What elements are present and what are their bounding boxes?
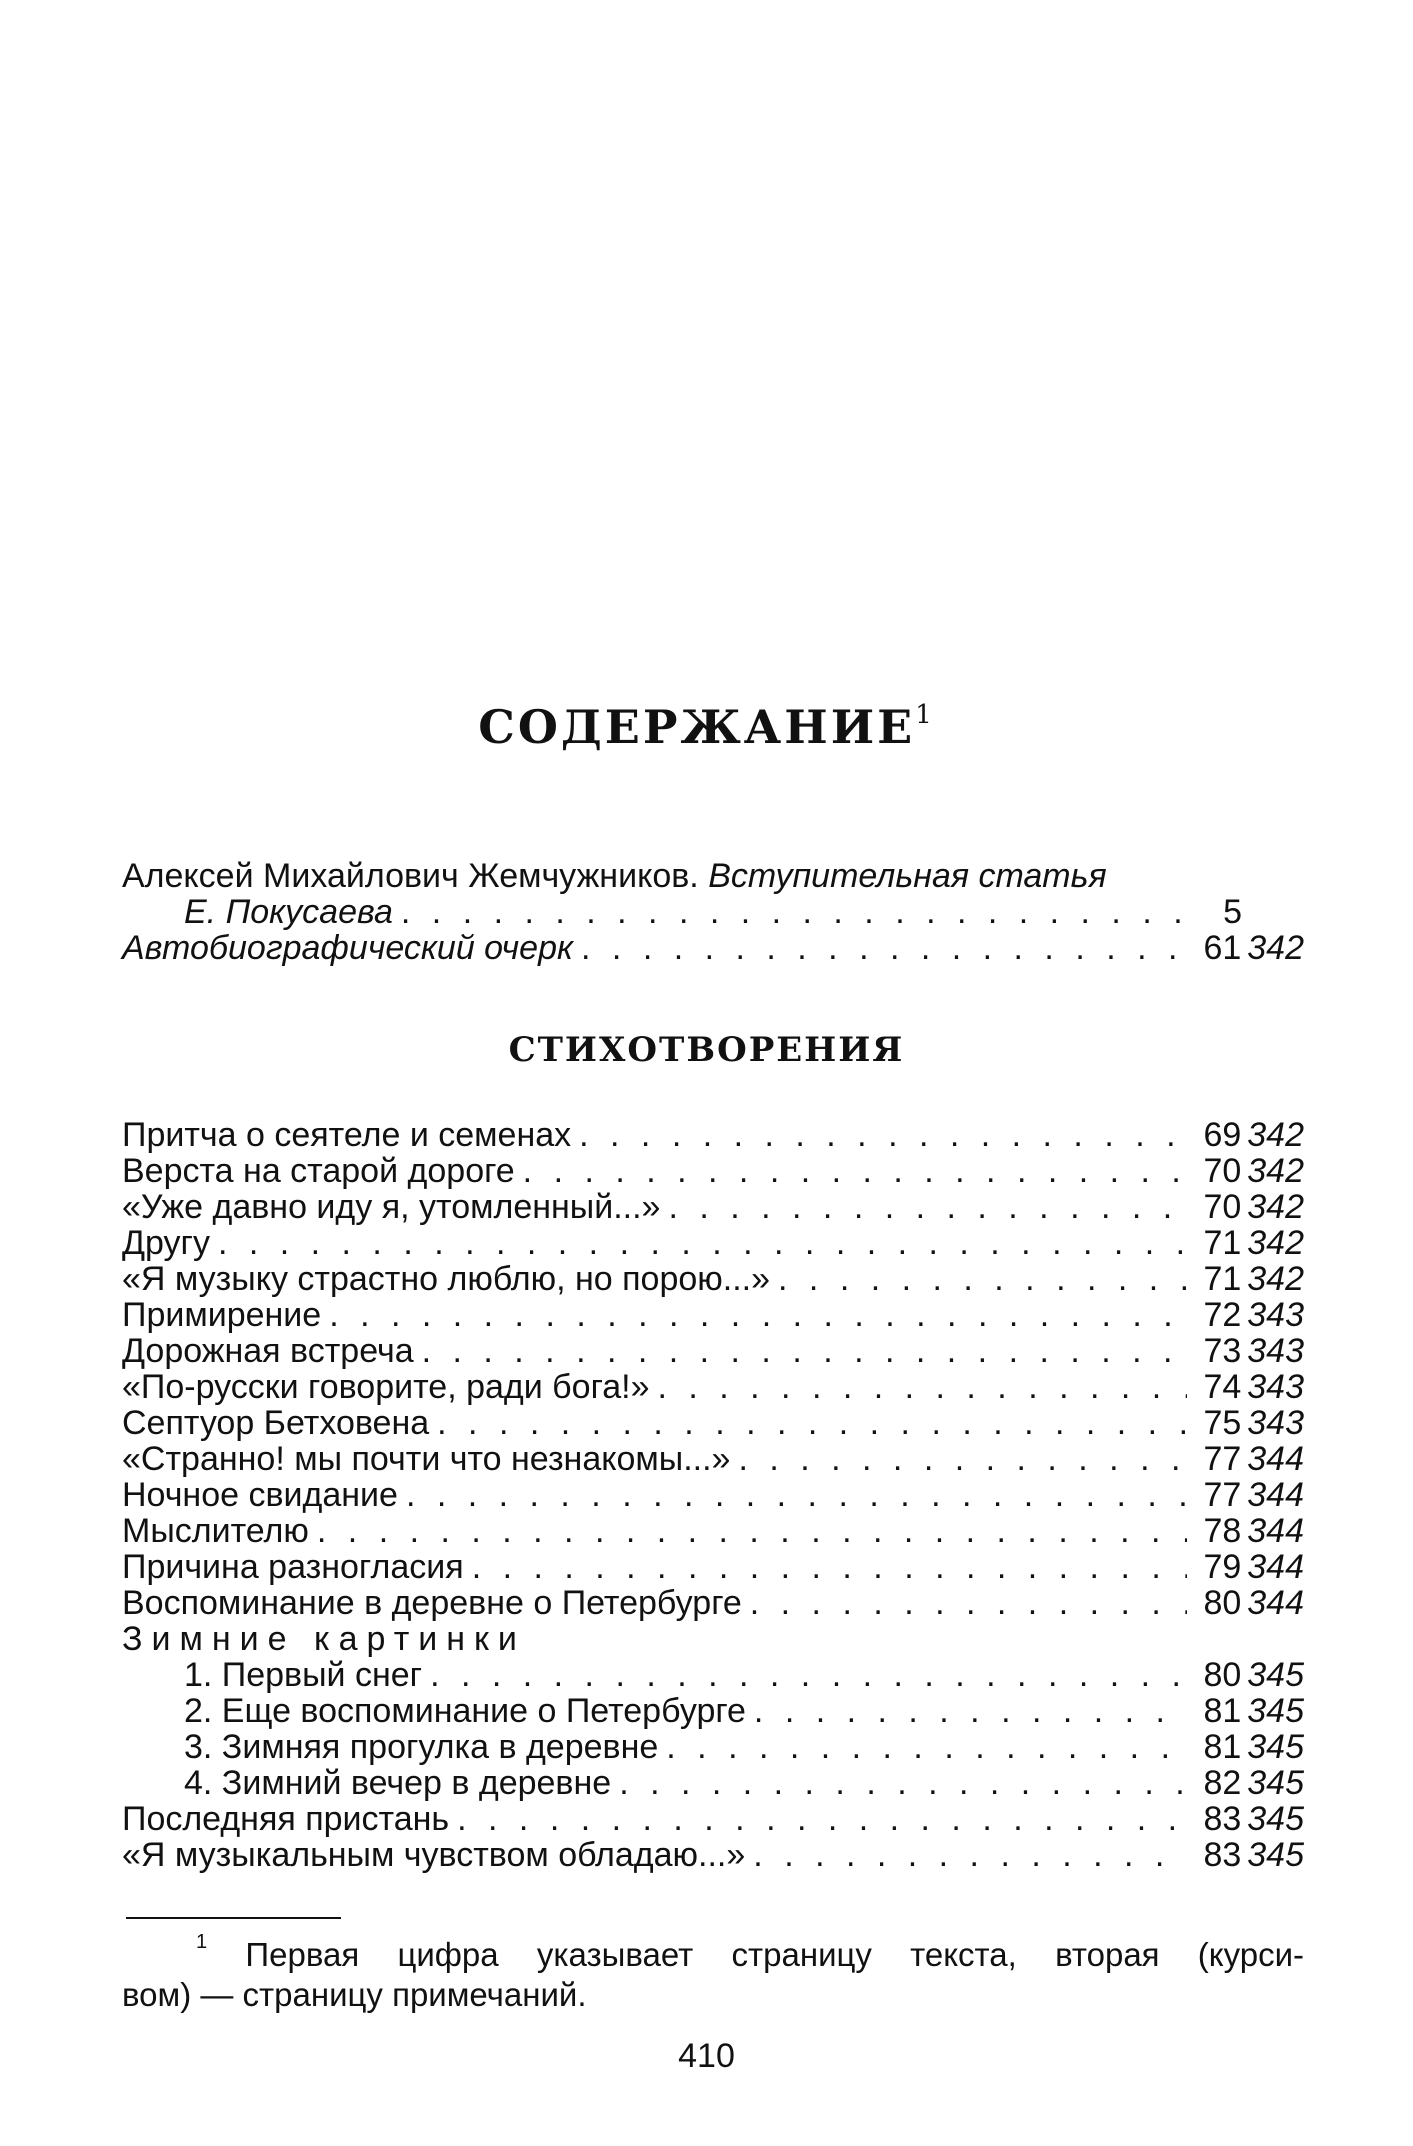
entry-page: 78 bbox=[1203, 1512, 1242, 1550]
toc-entry bbox=[122, 1333, 1304, 1369]
entry-title: «Странно! мы почти что незнакомы...» bbox=[122, 1440, 731, 1478]
entry-page: 72 bbox=[1203, 1296, 1242, 1334]
dot-leader bbox=[738, 1441, 1187, 1477]
entry-title: Примирение bbox=[122, 1296, 322, 1334]
footnote-line-2: вом) — страницу примечаний. bbox=[122, 1976, 587, 2013]
entry-title: «Я музыку страстно люблю, но порою...» bbox=[122, 1260, 771, 1298]
entry-page: 70 bbox=[1203, 1188, 1242, 1226]
toc-entry bbox=[122, 1585, 1304, 1621]
dot-leader bbox=[523, 1153, 1188, 1189]
entry-page: 80 bbox=[1203, 1584, 1242, 1622]
entry-notes-page: 344 bbox=[1247, 1584, 1304, 1622]
entry-page: 80 bbox=[1203, 1656, 1242, 1694]
entry-notes-page: 344 bbox=[1247, 1476, 1304, 1514]
dot-leader bbox=[317, 1513, 1187, 1549]
entry-title: Ночное свидание bbox=[122, 1476, 398, 1514]
toc-entry bbox=[122, 1549, 1304, 1585]
toc-entry bbox=[122, 1477, 1304, 1513]
entry-notes-page: 342 bbox=[1247, 1224, 1304, 1262]
entry-title-italic: Вступительная статья bbox=[708, 857, 1107, 895]
toc-entry bbox=[122, 930, 1304, 966]
entry-title: Верста на старой дороге bbox=[122, 1152, 515, 1190]
entry-notes-page: 345 bbox=[1247, 1836, 1304, 1874]
entry-notes-page: 342 bbox=[1247, 1116, 1304, 1154]
dot-leader bbox=[753, 1837, 1187, 1873]
entry-notes-page: 345 bbox=[1247, 1728, 1304, 1766]
entry-notes-page: 344 bbox=[1247, 1548, 1304, 1586]
toc-poems bbox=[122, 1117, 1304, 1873]
toc-entry bbox=[122, 1513, 1304, 1549]
entry-author-italic: Е. Покусаева bbox=[184, 893, 393, 931]
page-number: 410 bbox=[678, 2037, 735, 2075]
toc-entry bbox=[122, 1405, 1304, 1441]
entry-page: 73 bbox=[1203, 1332, 1242, 1370]
dot-leader bbox=[457, 1801, 1187, 1837]
entry-title: Дорожная встреча bbox=[122, 1332, 414, 1370]
toc-entry bbox=[122, 1153, 1304, 1189]
entry-title: 1. Первый снег bbox=[184, 1656, 423, 1694]
toc-cycle-entry bbox=[122, 1729, 1304, 1765]
dot-leader bbox=[754, 1693, 1187, 1729]
entry-notes-page: 343 bbox=[1247, 1296, 1304, 1334]
toc-entry bbox=[122, 1225, 1304, 1261]
entry-page: 82 bbox=[1203, 1764, 1242, 1802]
footnote-marker: 1 bbox=[196, 1931, 208, 1953]
dot-leader bbox=[437, 1405, 1187, 1441]
footnote bbox=[122, 1928, 1304, 2015]
dot-leader bbox=[422, 1333, 1188, 1369]
dot-leader bbox=[619, 1765, 1187, 1801]
toc-entry bbox=[122, 1801, 1304, 1837]
toc-cycle-entry bbox=[122, 1693, 1304, 1729]
toc-cycle-entry bbox=[122, 1657, 1304, 1693]
entry-page: 71 bbox=[1203, 1260, 1242, 1298]
entry-title: «Я музыкальным чувством обладаю...» bbox=[122, 1836, 746, 1874]
entry-title: Септуор Бетховена bbox=[122, 1404, 430, 1442]
toc-entry bbox=[122, 1369, 1304, 1405]
entry-title: Воспоминание в деревне о Петербурге bbox=[122, 1584, 742, 1622]
toc-intro bbox=[122, 858, 1304, 966]
entry-notes-page: 342 bbox=[1247, 1152, 1304, 1190]
toc-entry bbox=[122, 1837, 1304, 1873]
entry-title: 2. Еще воспоминание о Петербурге bbox=[184, 1692, 746, 1730]
entry-notes-page: 342 bbox=[1247, 929, 1304, 967]
entry-notes-page: 342 bbox=[1247, 1260, 1304, 1298]
entry-notes-page: 342 bbox=[1247, 1188, 1304, 1226]
entry-title: «По-русски говорите, ради бога!» bbox=[122, 1368, 650, 1406]
dot-leader bbox=[666, 1729, 1187, 1765]
section-heading: СТИХОТВОРЕНИЯ bbox=[508, 1030, 905, 1070]
title-footnote-marker: 1 bbox=[915, 699, 935, 730]
dot-leader bbox=[668, 1189, 1187, 1225]
entry-page: 69 bbox=[1203, 1116, 1242, 1154]
entry-page: 79 bbox=[1203, 1548, 1242, 1586]
toc-entry bbox=[122, 1117, 1304, 1153]
entry-title: Мыслителю bbox=[122, 1512, 309, 1550]
entry-page: 83 bbox=[1203, 1800, 1242, 1838]
toc-entry bbox=[122, 1441, 1304, 1477]
entry-notes-page: 345 bbox=[1247, 1656, 1304, 1694]
entry-title: Притча о сеятеле и семенах bbox=[122, 1116, 572, 1154]
entry-page: 70 bbox=[1203, 1152, 1242, 1190]
footnote-line-1: Первая цифра указывает страницу текста, вторая (курси- bbox=[245, 1936, 1305, 1973]
entry-page: 77 bbox=[1203, 1476, 1242, 1514]
entry-title-italic: Автобиографический очерк bbox=[122, 929, 574, 967]
dot-leader bbox=[657, 1369, 1187, 1405]
toc-entry bbox=[122, 1261, 1304, 1297]
toc-cycle-entry bbox=[122, 1765, 1304, 1801]
dot-leader bbox=[581, 930, 1187, 966]
entry-notes-page: 345 bbox=[1247, 1800, 1304, 1838]
entry-page: 77 bbox=[1203, 1440, 1242, 1478]
entry-notes-page: 345 bbox=[1247, 1764, 1304, 1802]
entry-notes-page: 344 bbox=[1247, 1440, 1304, 1478]
entry-notes-page: 343 bbox=[1247, 1404, 1304, 1442]
entry-title: Последняя пристань bbox=[122, 1800, 450, 1838]
entry-title: 3. Зимняя прогулка в деревне bbox=[184, 1728, 659, 1766]
dot-leader bbox=[329, 1297, 1187, 1333]
entry-notes-page: 345 bbox=[1247, 1692, 1304, 1730]
entry-page: 71 bbox=[1203, 1224, 1242, 1262]
entry-page: 61 bbox=[1203, 929, 1242, 967]
toc-entry bbox=[122, 858, 1304, 894]
toc-cycle-heading bbox=[122, 1621, 1304, 1657]
entry-page: 81 bbox=[1203, 1728, 1242, 1766]
dot-leader bbox=[579, 1117, 1187, 1153]
entry-notes-page: 344 bbox=[1247, 1512, 1304, 1550]
dot-leader bbox=[778, 1261, 1187, 1297]
dot-leader bbox=[750, 1585, 1188, 1621]
entry-title: Причина разногласия bbox=[122, 1548, 464, 1586]
entry-title: 4. Зимний вечер в деревне bbox=[184, 1764, 612, 1802]
entry-notes-page: 343 bbox=[1247, 1368, 1304, 1406]
page-title bbox=[0, 700, 1413, 754]
entry-notes-page: 343 bbox=[1247, 1332, 1304, 1370]
title-text: СОДЕРЖАНИЕ bbox=[478, 700, 916, 754]
dot-leader bbox=[430, 1657, 1187, 1693]
dot-leader bbox=[406, 1477, 1187, 1513]
entry-page: 5 bbox=[1223, 893, 1242, 931]
entry-title-plain: Алексей Михайлович Жемчужников. bbox=[122, 857, 709, 895]
toc-entry bbox=[122, 1189, 1304, 1225]
entry-page: 83 bbox=[1203, 1836, 1242, 1874]
dot-leader bbox=[401, 894, 1188, 930]
entry-title: Другу bbox=[122, 1224, 210, 1262]
footnote-divider bbox=[126, 1917, 341, 1919]
dot-leader bbox=[218, 1225, 1187, 1261]
entry-page: 75 bbox=[1203, 1404, 1242, 1442]
entry-page: 81 bbox=[1203, 1692, 1242, 1730]
toc-entry bbox=[122, 1297, 1304, 1333]
entry-title: «Уже давно иду я, утомленный...» bbox=[122, 1188, 661, 1226]
cycle-title: Зимние картинки bbox=[122, 1620, 526, 1658]
toc-entry-continuation bbox=[122, 894, 1304, 930]
entry-page: 74 bbox=[1203, 1368, 1242, 1406]
dot-leader bbox=[472, 1549, 1188, 1585]
